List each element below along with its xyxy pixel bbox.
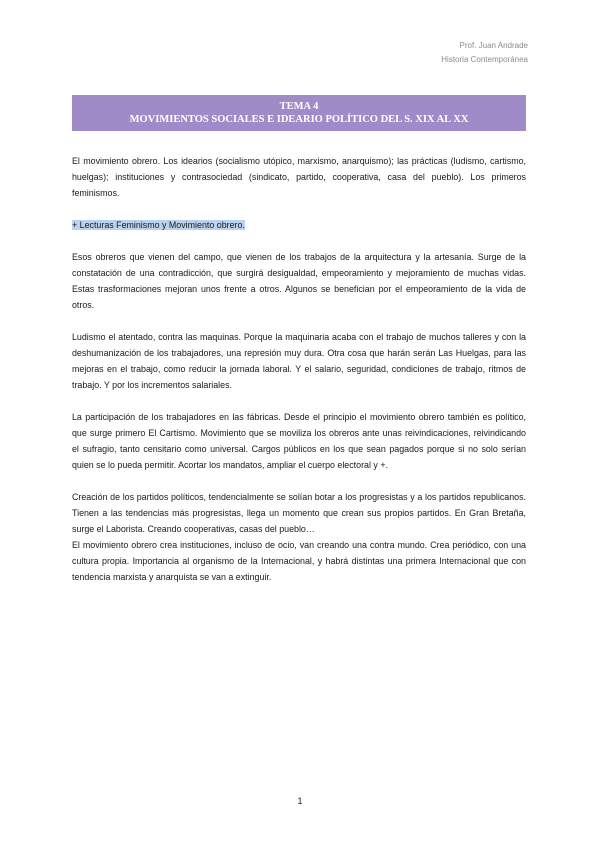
- title-topic: TEMA 4: [279, 101, 319, 112]
- paragraph-cartism: La participación de los trabajadores en las fábricas. Desde el principio el movimiento obrero también es político, que surge primero El Cartismo. Movimiento que se moviliza los obreros ante unas reivindicaciones, reivindicando el sufragio, tanto censitario como universal. Cargos públicos en los que sean pagados porque si no solo serían quien se lo pueda permitir. Acortar los mandatos, ampliar el cuerpo electoral y +.: [72, 412, 526, 470]
- course-label: Historia Contemporánea: [441, 55, 528, 64]
- readings-highlight[interactable]: + Lecturas Feminismo y Movimiento obrero.: [72, 220, 245, 230]
- title-subject: MOVIMIENTOS SOCIALES E IDEARIO POLÍTICO DEL S. XIX AL XX: [129, 114, 469, 125]
- intro-paragraph: El movimiento obrero. Los idearios (socialismo utópico, marxismo, anarquismo); las prácticas (ludismo, cartismo, huelgas); instituciones y contrasociedad (sindicato, partido, cooperativa, casa del pueblo). Los primeros feminismos.: [72, 156, 526, 198]
- paragraph-workers-origin: Esos obreros que vienen del campo, que vienen de los trabajos de la arquitectura y la artesanía. Surge de la constatación de una contradicción, que surgirá desigualdad, empeoramiento y mejoramiento de muchas vidas. Estas trasformaciones mejoran unos frente a otros. Algunos se benefician por el empeoramiento de la vida de otros.: [72, 252, 526, 310]
- paragraph-ludism: Ludismo el atentado, contra las maquinas. Porque la maquinaria acaba con el trabajo de muchos talleres y con la deshumanización de los trabajadores, una represión muy dura. Otra cosa que harán serán Las Huelgas, para las mejoras en el trabajo, como reducir la jornada laboral. Y el salario, seguridad, condiciones de trabajo, ritmos de trabajo. Y por los incrementos salariales.: [72, 332, 526, 390]
- title-banner: [72, 95, 526, 131]
- paragraph-parties: Creación de los partidos políticos, tendencialmente se solían botar a los progresistas y a los partidos republicanos. Tienen a las tendencias más progresistas, llega un momento que crean sus propios partidos. En Gran Bretaña, surge el Laborista. Creando cooperativas, casas del pueblo…: [72, 492, 526, 534]
- document-body: [72, 153, 526, 601]
- author-label: Prof. Juan Andrade: [459, 41, 528, 50]
- page-number: 1: [297, 796, 303, 806]
- readings-paragraph: [72, 217, 526, 233]
- page-header: [441, 39, 528, 67]
- paragraph-institutions: El movimiento obrero crea instituciones, incluso de ocio, van creando una contra mundo. Crea periódico, con una cultura propia. Importancia al organismo de la Internacional, y habrá distintas una primera Internacional que con tendencia marxista y anarquista se van a extinguir.: [72, 540, 526, 582]
